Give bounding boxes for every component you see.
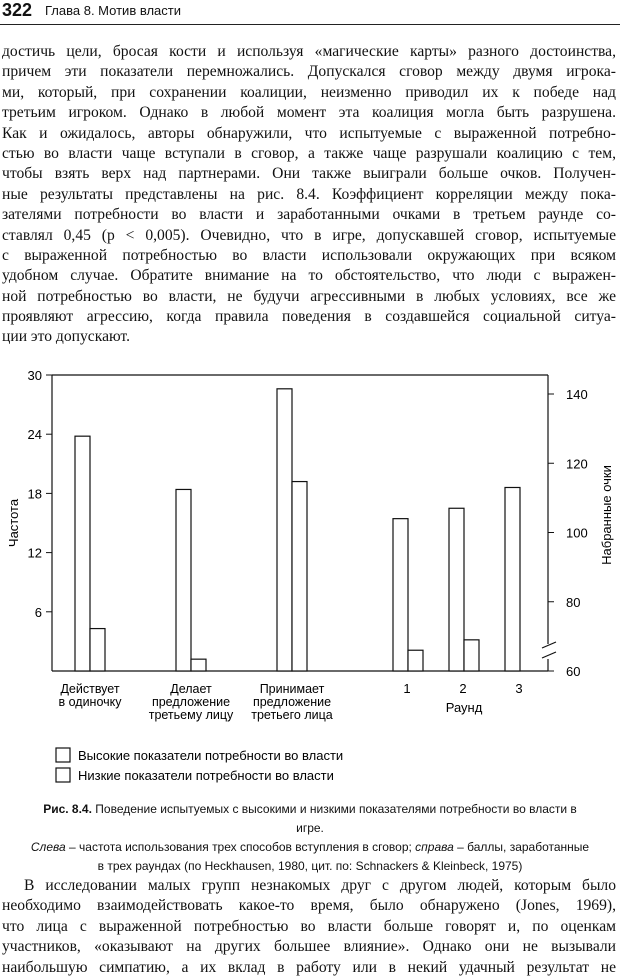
caption-right-word: справа — [415, 840, 454, 854]
text-line: ми, который, при сохранении коалиции, неизменно приводил их к победе над — [2, 83, 616, 101]
x-category-label: в одиночку — [58, 695, 122, 709]
right-axis-title: Набранные очки — [599, 465, 614, 565]
round-label: 3 — [515, 681, 523, 696]
header-rule — [0, 24, 620, 25]
text-line: с выраженной потребностью во власти использовали окружающих при всяком — [2, 246, 616, 264]
round-label: 2 — [459, 681, 467, 696]
round-axis-title: Раунд — [445, 700, 483, 715]
x-category-label: третьего лица — [251, 708, 333, 722]
caption-line-2-mid: – частота использования трех способов вступления в сговор; — [65, 840, 416, 854]
axis-break-mark — [542, 642, 556, 648]
text-line: ной потребностью во власти, не будучи агрессивными в любых условиях, все же — [2, 287, 616, 305]
text-line: стью во власти чаще вступали в сговор, а также чаще разрушали коалицию с тем, — [2, 144, 616, 162]
text-line: В исследовании малых групп незнакомых друг с другом людей, которым было — [24, 877, 616, 894]
caption-label: Рис. 8.4. — [43, 802, 92, 816]
page-number: 322 — [2, 0, 33, 20]
bar — [292, 482, 307, 671]
left-tick-label: 12 — [27, 545, 42, 561]
left-axis-title: Частота — [6, 498, 21, 548]
bar — [277, 389, 292, 671]
legend-swatch — [56, 768, 70, 782]
right-tick-label: 60 — [566, 664, 581, 679]
bar — [408, 650, 423, 671]
caption-line-2-end: – баллы, заработанные — [453, 840, 590, 854]
bar — [449, 508, 464, 671]
text-line: третьим игроком. Однако в любой момент эта коалиция могла быть разрушена. — [2, 104, 616, 122]
right-tick-label: 120 — [566, 456, 588, 472]
right-tick-label: 80 — [566, 594, 581, 610]
right-tick-label: 100 — [566, 525, 588, 541]
x-category-label: Действует — [60, 682, 120, 696]
text-line: Как и ожидалось, авторы обнаружили, что испытуемые с выраженной потребно- — [2, 124, 616, 142]
text-line: удобном случае. Обратите внимание на то обстоятельство, что люди с выражен- — [2, 267, 616, 285]
body-paragraph-2 — [2, 876, 616, 978]
text-line: чтобы взять верх над партнерами. Они также выиграли больше очков. Получен- — [2, 165, 616, 183]
text-line: ции это допускают. — [2, 328, 130, 346]
text-line: зателями потребности во власти и заработанными очками в третьем раунде со- — [2, 206, 616, 224]
text-line: участников, «оказывают на других большее влияние». Однако они не вызывали — [2, 938, 616, 956]
left-tick-label: 24 — [27, 427, 42, 443]
text-line: причем эти показатели перемножались. Допускался сговор между двумя игрока- — [2, 63, 616, 81]
text-line: наибольшую симпатию, а их вклад в работу или в некий удачный результат не — [2, 958, 616, 976]
legend-label: Высокие показатели потребности во власти — [78, 748, 344, 763]
text-line: ставлял 0,45 (p < 0,005). Очевидно, что в игре, допускавшей сговор, испытуемые — [2, 226, 616, 244]
legend-swatch — [56, 748, 70, 762]
caption-line-1: Поведение испытуемых с высокими и низкими показателями потребности во власти в игре. — [95, 802, 577, 835]
x-category-label: третьему лицу — [148, 708, 234, 722]
caption-left-word: Слева — [30, 840, 66, 854]
body-paragraph-1 — [2, 42, 616, 348]
bar — [90, 629, 105, 671]
text-line: что лица с выраженной потребностью во власти больше говорят и, по оценкам — [2, 917, 616, 935]
x-category-label: предложение — [151, 695, 231, 709]
bar — [75, 436, 90, 671]
bar — [191, 659, 206, 671]
right-tick-label: 140 — [566, 387, 588, 402]
axis-break-mark — [542, 652, 556, 658]
bar — [393, 519, 408, 671]
page-header — [0, 0, 620, 26]
text-line: проявляют агрессию, когда правила поведения в создавшейся социальной ситуа- — [2, 308, 616, 326]
bar — [505, 487, 520, 671]
figure-caption — [30, 800, 590, 876]
legend-label: Низкие показатели потребности во власти — [78, 768, 334, 783]
x-category-label: Принимает — [259, 682, 325, 696]
left-tick-label: 6 — [34, 604, 42, 620]
figure-8-4-chart — [0, 360, 620, 790]
text-line: необходимо взаимодействовать какое-то время, было обнаружено (Jones, 1969), — [2, 897, 616, 915]
round-label: 1 — [403, 681, 411, 696]
left-tick-label: 30 — [27, 368, 42, 383]
x-category-label: предложение — [252, 695, 332, 709]
left-tick-label: 18 — [27, 486, 42, 502]
caption-line-3: в трех раундах (по Heckhausen, 1980, цит. по: Schnackers & Kleinbeck, 1975) — [97, 859, 523, 873]
bar — [176, 489, 191, 671]
x-category-label: Делает — [170, 682, 212, 696]
bar — [464, 640, 479, 671]
text-line: достичь цели, бросая кости и используя «магические карты» разного достоинства, — [2, 43, 616, 60]
text-line: ные результаты представлены на рис. 8.4. Коэффициент корреляции между пока- — [2, 185, 616, 203]
chapter-title: Глава 8. Мотив власти — [45, 3, 181, 18]
